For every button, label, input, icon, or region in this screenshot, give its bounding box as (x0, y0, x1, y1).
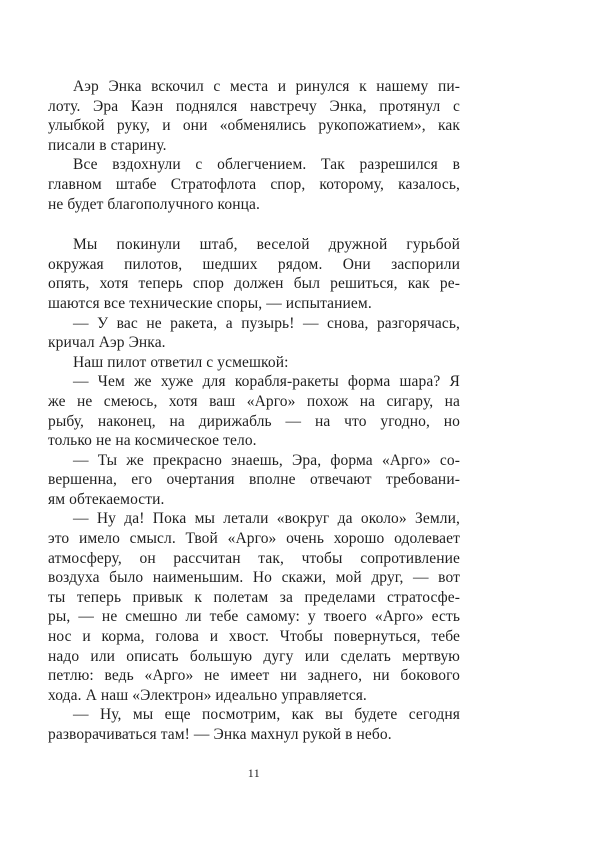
section-1 (48, 77, 460, 214)
text-line: — Ты же прекрасно знаешь, Эра, форма «Арго» со- (73, 451, 460, 469)
text-line: — Чем же хуже для корабля-ракеты форма шара? Я (73, 373, 460, 391)
text-line: главном штабе Стратофлота спор, которому, казалось, (48, 175, 460, 193)
paragraph (48, 155, 460, 214)
paragraph (48, 372, 460, 450)
text-line: вершенна, его очертания вполне отвечают требовани- (48, 471, 460, 489)
paragraph (48, 509, 460, 705)
text-line: окружая пилотов, шедших рядом. Они заспорили (48, 255, 460, 273)
section-2 (48, 235, 460, 744)
text-line: Мы покинули штаб, веселой дружной гурьбой (73, 236, 460, 254)
text-line: надо или описать большую дугу или сделать мертвую (48, 647, 460, 665)
text-line: Аэр Энка вскочил с места и ринулся к нашему пи- (73, 78, 460, 95)
paragraph (48, 353, 460, 373)
text-line: же не смеюсь, хотя ваш «Арго» похож на сигару, на (48, 392, 460, 410)
text-line: шаются все технические споры, — испытанием. (48, 294, 372, 312)
text-line: это имело смысл. Твой «Арго» очень хорошо одолевает (48, 530, 460, 548)
text-line: нос и корма, голова и хвост. Чтобы повернуться, тебе (48, 628, 460, 646)
text-line: Наш пилот ответил с усмешкой: (73, 353, 289, 371)
text-block (48, 77, 460, 745)
text-line: Все вздохнули с облегчением. Так разрешился в (73, 156, 460, 174)
text-line: ры, — не смешно ли тебе самому: у твоего «Арго» есть (48, 608, 460, 626)
page-number: 11 (247, 766, 261, 780)
text-line: рыбу, наконец, на дирижабль — на что угодно, но (48, 412, 460, 430)
text-line: — Ну, мы еще посмотрим, как вы будете сегодня (73, 706, 460, 724)
text-line: — У вас не ракета, а пузырь! — снова, разгорячась, (73, 314, 460, 332)
text-line: петлю: ведь «Арго» не имеет ни заднего, ни бокового (48, 667, 460, 685)
text-line: только не на космическое тело. (48, 432, 257, 450)
text-line: — Ну да! Пока мы летали «вокруг да около» Земли, (73, 510, 460, 528)
text-line: улыбкой руку, и они «обменялись рукопожатием», как (48, 117, 460, 135)
paragraph (48, 77, 460, 155)
text-line: ям обтекаемости. (48, 490, 165, 508)
paragraph (48, 314, 460, 353)
paragraph (48, 235, 460, 313)
text-line: опять, хотя теперь спор должен был решиться, как ре- (48, 275, 460, 293)
paragraph (48, 451, 460, 510)
text-line: лоту. Эра Каэн поднялся навстречу Энка, протянул с (48, 97, 460, 115)
text-line: разворачиваться там! — Энка махнул рукой в небо. (48, 726, 392, 743)
text-line: ты теперь привык к полетам за пределами стратосфе- (48, 588, 460, 606)
text-line: кричал Аэр Энка. (48, 334, 166, 352)
text-line: не будет благополучного конца. (48, 195, 260, 213)
text-line: воздуха было наименьшим. Но скажи, мой друг, — вот (48, 569, 460, 587)
text-line: писали в старину. (48, 136, 167, 154)
text-line: атмосферу, он рассчитан так, чтобы сопротивление (48, 549, 460, 567)
text-line: хода. А наш «Электрон» идеально управляется. (48, 686, 367, 704)
paragraph (48, 705, 460, 744)
